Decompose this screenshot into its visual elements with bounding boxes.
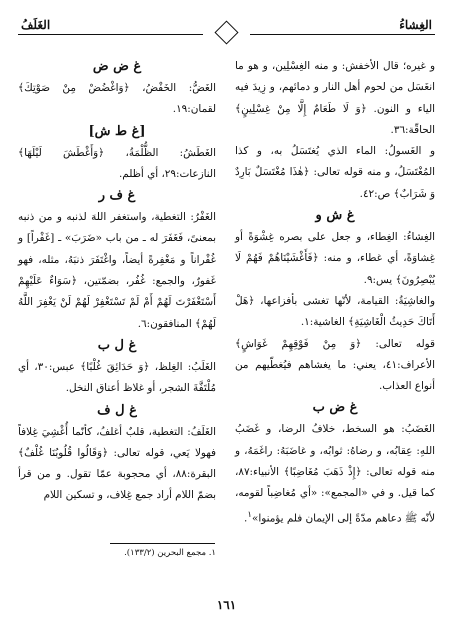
- paragraph: الغَضَبُ: هو السخط، خلافُ الرضا، و غَضَبُ اللهِ: عِقابُه، و رضاهُ: ثوابُه، و غاضَبَهُ: راغَمَهُ، و منه قوله تعالى: ﴿إِذْ ذَهَبَ مُغَاضِبًا﴾ الأنبياء:٨٧، كما قيل. و في «المجمع»: «أي مُغاضِباً لقومه، لأنّه ﷺ دعاهم مدّةً إلى الإيمان فلم يؤمنوا»$^١$.: [235, 423, 435, 525]
- paragraph: الغِشاءُ: الغِطاء، و جعل على بصره غِشْوَةً أو غِشاوَةً، أي غطاء، و منه: ﴿فَأَغْشَيْنَاهُمْ فَهُمْ لَا يُبْصِرُونَ﴾ يس:٩.: [235, 231, 435, 286]
- entry-heading: غ ض ض: [92, 59, 142, 74]
- header-rule-right: [250, 34, 435, 35]
- footnote-marker: ١: [247, 509, 252, 520]
- paragraph: الغَفْرُ: التغطية، واستغفر اللهَ لذنبه و من ذنبه بمعنىً، فَغَفَرَ له ـ من باب «ضَرَبَ» ـ [غَفْراً] و غُفْراناً و مَغْفِرةً أيضاً، واغْتَفَرَ ذنبَهُ، مثله، فهو غَفورٌ، والجمع: غُفُر، بضمّتين، ﴿سَوَاءٌ عَلَيْهِمْ أَسْتَغْفَرْتَ لَهُمْ أَمْ لَمْ تَسْتَغْفِرْ لَهُمْ لَنْ يَغْفِرَ اللَّهُ لَهُمْ﴾ المنافقون:٦.: [18, 211, 216, 330]
- entry-heading: غ ض ب: [312, 400, 358, 416]
- header-rule-left: [18, 34, 203, 35]
- entry-heading: غ ش و: [315, 208, 355, 224]
- paragraph: و الغَسولُ: الماء الذي يُغتَسَلُ به، و كذا المُغْتَسَلُ، و منه قوله تعالى: ﴿هٰذَا مُغْتَسَلٌ بَارِدٌ وَ شَرَابٌ﴾ ص:٤٢.: [235, 145, 435, 200]
- header-left-title: الغَلَفُ: [18, 18, 53, 32]
- paragraph: والغاشِيَةُ: القيامة، لأنّها تغشى بأفزاعها، ﴿هَلْ أَتَاكَ حَدِيثُ الْغَاشِيَةِ﴾ الغاشية:١.: [235, 294, 435, 329]
- paragraph: الغَلَفُ: التغطية، قلبٌ أغلفُ، كأنّما أُغْشِيَ غِلافاً فهولا يَعي، قوله تعالى: ﴿وَقَالُوا قُلُوبُنَا غُلْفٌ﴾ البقرة:٨٨، أي محجوبة عمّا تقول. و من قرأ بضمّ اللام أراد جمع غِلاف، و تسكين اللام: [18, 425, 216, 502]
- entry-heading: غ ل ب: [97, 337, 137, 353]
- paragraph: قوله تعالى: ﴿وَ مِنْ فَوْقِهِمْ غَوَاشٍ﴾ الأعراف:٤١، يعني: ما يغشاهم فيُغطّيهم من أنواع العذاب.: [235, 337, 435, 393]
- paragraph: و غيره؛ قال الأخفش: و منه الغِسْلِين، و هو ما انغَسَل من لحوم أهل النار و دمائهم، و زِيدَ فيه الياء و النون. ﴿وَ لَا طَعَامٌ إِلَّا مِنْ غِسْلِينٍ﴾ الحاقّة:٣٦.: [235, 60, 435, 136]
- footnote-rule: [110, 543, 215, 544]
- diamond-ornament-icon: [214, 20, 238, 44]
- right-column: [235, 56, 435, 529]
- entry-heading: غ ف ر: [98, 188, 136, 204]
- entry-heading: [غ ط ش]: [88, 123, 146, 139]
- paragraph: الغَضُّ: الخَفْضُ، ﴿وَاغْضُضْ مِنْ صَوْتِكَ﴾ لقمان:١٩.: [18, 82, 216, 116]
- entry-heading: غ ل ف: [97, 402, 137, 418]
- paragraph: الغَطَشُ: الظُّلْمَةُ، ﴿وَأَغْطَشَ لَيْلَهَا﴾ النازعات:٢٩، أي أظلم.: [18, 146, 216, 180]
- left-column: [18, 56, 216, 507]
- running-header: [18, 18, 435, 46]
- paragraph-text: الغَضَبُ: هو السخط، خلافُ الرضا، و غَضَبُ اللهِ: عِقابُه، و رضاهُ: ثوابُه، و غاضَبَهُ: راغَمَهُ، و منه قوله تعالى: ﴿إِذْ ذَهَبَ مُغَاضِبًا﴾ الأنبياء:٨٧، كما قيل. و في «المجمع»: «أي مُغاضِباً لقومه، لأنّه ﷺ دعاهم مدّةً إلى الإيمان فلم يؤمنوا»: [235, 423, 435, 525]
- page-number: ١٦١: [216, 598, 237, 612]
- header-right-title: الغِشاءُ: [396, 18, 435, 32]
- paragraph: الغَلَبُ: الغِلظ، ﴿وَ حَدَائِقَ غُلْبًا﴾ عبس:٣٠، أي مُلْتَفَّةَ الشجر، أو غلاظ أعناق النخل.: [18, 360, 216, 395]
- footnote: ١. مجمع البحرين (١٣٣/٢).: [124, 548, 216, 558]
